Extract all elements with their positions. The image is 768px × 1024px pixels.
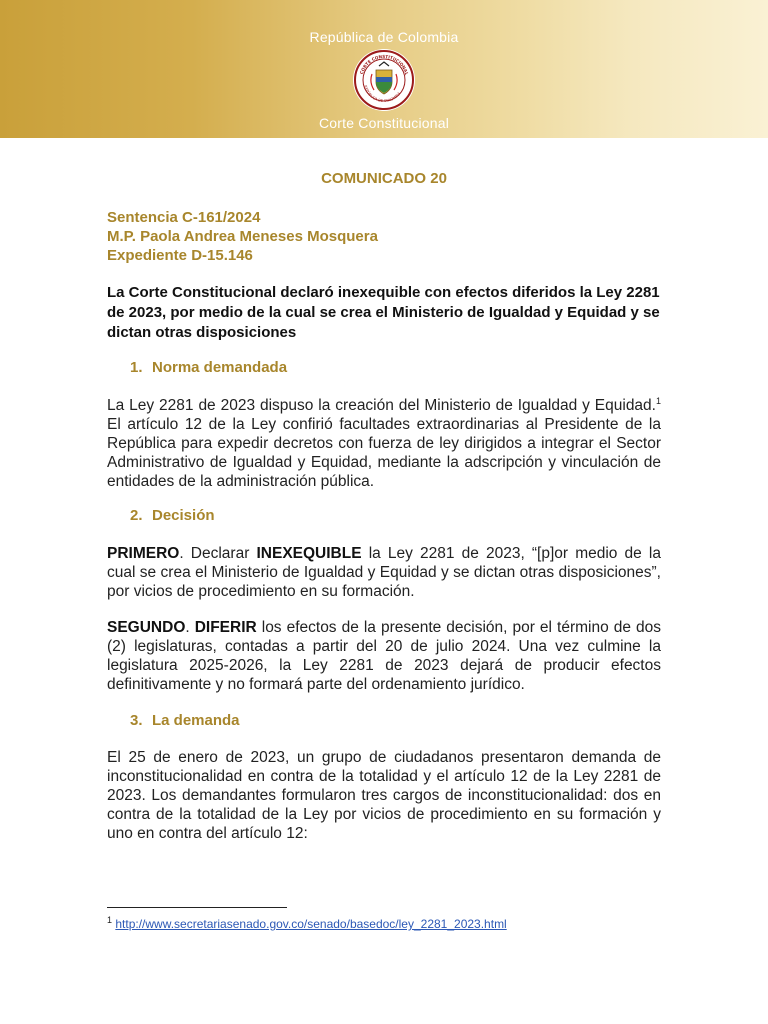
section-title: La demanda [152,712,240,729]
norma-text-part-1: La Ley 2281 de 2023 dispuso la creación del Ministerio de Igualdad y Equidad. [107,397,656,414]
demanda-paragraph: El 25 de enero de 2023, un grupo de ciudadanos presentaron demanda de inconstitucionalidad en contra de la totalidad y el artículo 12 de la Ley 2281 de 2023. Los demandantes formularon tres cargos de inconstitucionalidad: dos en contra de la totalidad de la Ley por vicios de procedimiento en su formación y uno en contra del artículo 12: [107,749,661,842]
section-title: Norma demandada [152,359,288,376]
svg-text:CORTE CONSTITUCIONAL: CORTE CONSTITUCIONAL [358,53,410,76]
footnote-number: 1 [107,915,113,925]
communique-title: COMUNICADO 20 [321,170,447,187]
section-number: 3. [130,712,143,729]
footnote-reference[interactable]: 1 [655,395,661,406]
section-number: 1. [130,359,143,376]
section-title: Decisión [152,507,215,524]
section-number: 2. [130,507,143,524]
letterhead-banner [0,0,768,138]
country-name: República de Colombia [309,29,459,45]
primero-text: la Ley 2281 de 2023, “[p]or medio de la cual se crea el Ministerio de Igualdad y Equidad y se dictan otras disposiciones”, por vicios de procedimiento en su formación. [107,545,661,600]
decision-summary: La Corte Constitucional declaró inexequible con efectos diferidos la Ley 2281 de 2023, por medio de la cual se crea el Ministerio de Igualdad y Equidad y se dictan otras disposiciones [107,284,660,341]
footnote [107,917,507,931]
case-file-number: Expediente D-15.146 [107,247,253,264]
footnote-link[interactable]: http://www.secretariasenado.gov.co/senado/basedoc/ley_2281_2023.html [115,917,507,931]
diferir-keyword: DIFERIR [194,619,257,636]
norma-text-part-2: El artículo 12 de la Ley confirió facultades extraordinarias al Presidente de la República para expedir decretos con fuerza de ley dirigidos a integrar el Sector Administrativo de Igualdad y Equidad, mediante la adscripción y vinculación de entidades de la administración pública. [107,416,661,490]
segundo-connector: . [185,619,195,636]
segundo-label: SEGUNDO [107,619,186,636]
decision-segundo-paragraph [107,618,661,694]
court-name: Corte Constitucional [318,115,450,131]
section-heading-norma [130,359,287,376]
rapporteur-magistrate: M.P. Paola Andrea Meneses Mosquera [107,228,378,245]
court-seal-logo [352,48,416,112]
case-metadata [107,208,378,265]
segundo-text: los efectos de la presente decisión, por el término de dos (2) legislaturas, contadas a partir del 20 de julio 2024. Una vez culmine la legislatura 2025-2026, la Ley 2281 de 2023 dejará de producir efectos definitivamente y no formará parte del ordenamiento jurídico. [107,619,661,693]
inexequible-keyword: INEXEQUIBLE [256,545,362,562]
section-heading-decision [130,507,215,524]
sentence-number: Sentencia C-161/2024 [107,209,261,226]
primero-label: PRIMERO [107,545,180,562]
footnote-divider [107,907,287,908]
decision-primero-paragraph [107,544,661,601]
primero-connector: . Declarar [179,545,257,562]
svg-text:REPÚBLICA DE COLOMBIA: REPÚBLICA DE COLOMBIA [363,84,402,104]
norma-paragraph [107,396,661,491]
section-heading-demanda [130,712,240,729]
